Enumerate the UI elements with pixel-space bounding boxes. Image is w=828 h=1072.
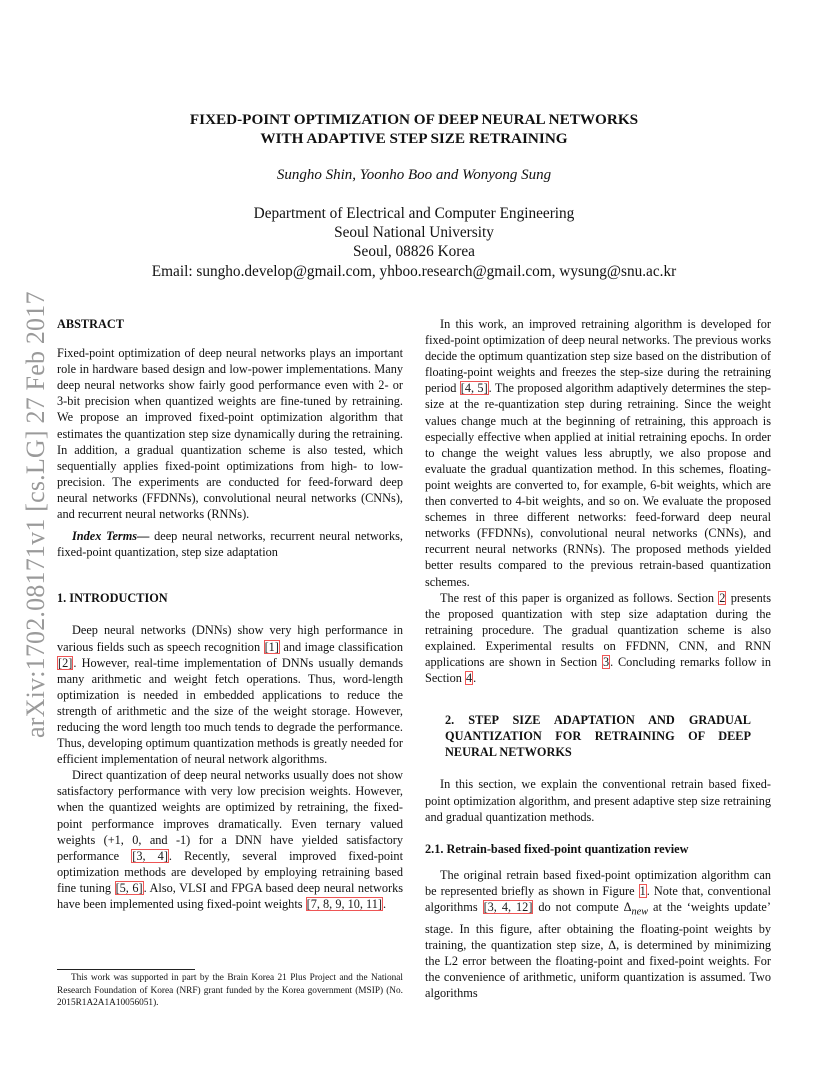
authors: Sungho Shin, Yoonho Boo and Wonyong Sung — [276, 167, 552, 183]
paper-title — [100, 110, 728, 148]
delta-subscript: new — [631, 906, 649, 918]
affiliation-email: Email: sungho.develop@gmail.com, yhboo.research@gmail.com, wysung@snu.ac.kr — [151, 262, 677, 280]
index-terms-label: Index Terms— — [72, 529, 150, 544]
citation-link[interactable]: [3, 4] — [132, 848, 168, 863]
text-run: . Also, VLSI and FPGA based deep neural networks have been implemented using fixed-point weights — [57, 880, 404, 911]
footnote — [57, 972, 403, 1010]
intro-paragraph-1 — [57, 622, 403, 767]
citation-link[interactable]: [3, 4, 12] — [483, 900, 533, 914]
arxiv-stamp: arXiv:1702.08171v1 [cs.LG] 27 Feb 2017 — [21, 291, 50, 738]
text-run: . Concluding remarks follow in Section — [425, 654, 771, 686]
section-2-intro: In this section, we explain the conventional retrain based fixed-point optimization algorithm, and present adaptive step size retraining and gradual quantization methods. — [425, 777, 771, 824]
text-run: In this work, an improved retraining algorithm is developed for fixed-point optimization of deep neural networks. The previous works decide the optimum quantization step size based on the distribution of floating-point weights and freezes the step-size during the retraining period — [425, 317, 771, 396]
subsection-paragraph — [425, 867, 771, 1001]
affiliation-univ: Seoul National University — [334, 224, 494, 242]
section-2-heading: 2. STEP SIZE ADAPTATION AND GRADUAL QUANTIZATION FOR RETRAINING OF DEEP NEURAL NETWORKS — [445, 713, 751, 760]
title-line-2: WITH ADAPTIVE STEP SIZE RETRAINING — [260, 130, 568, 147]
index-terms — [57, 528, 403, 560]
section-link[interactable]: 3 — [602, 654, 610, 669]
intro-heading: 1. INTRODUCTION — [57, 591, 168, 606]
citation-link[interactable]: [1] — [264, 639, 279, 654]
right-paragraph-1 — [425, 316, 771, 590]
text-run: at the ‘weights update’ stage. In this figure, after obtaining the floating-point weights by training, the quantization step size, Δ, is determined by minimizing the L2 error between the floating-point and fixed-point weights. For the convenience of arithmetic, uniform quantization is assumed. Two algorithms — [425, 900, 771, 1000]
footnote-rule — [57, 969, 195, 970]
text-run: . Note that, conventional algorithms — [425, 883, 771, 914]
affiliation-dept: Department of Electrical and Computer Engineering — [253, 205, 575, 222]
title-line-1: FIXED-POINT OPTIMIZATION OF DEEP NEURAL NETWORKS — [189, 111, 639, 128]
affiliation — [60, 204, 768, 281]
footnote-text: This work was supported in part by the Brain Korea 21 Plus Project and the National Research Foundation of Korea (NRF) grant funded by the Korea government (MSIP) (No. 2015R1A2A1A10056051). — [57, 973, 403, 1009]
figure-link[interactable]: 1 — [639, 883, 646, 898]
text-run: do not compute Δ — [533, 900, 632, 914]
text-run: presents the proposed quantization with step size adaptation during the retraining procedure. The gradual quantization scheme is also explained. Experimental results on FFDNN, CNN, and RNN applications are shown in Section — [425, 590, 771, 669]
text-run: Deep neural networks (DNNs) show very high performance in various fields such as speech recognition — [57, 623, 403, 654]
index-terms-text: deep neural networks, recurrent neural networks, fixed-point quantization, step size adaptation — [57, 529, 403, 560]
text-run: . Recently, several improved fixed-point optimization methods are developed by employing retraining based fine tuning — [57, 848, 403, 895]
text-run: Direct quantization of deep neural networks usually does not show satisfactory performance with very low precision weights. However, when the quantized weights are optimized by retraining, the fixed-point performance improves dramatically. Even ternary valued weights (+1, 0, and -1) for a DNN have yielded satisfactory performance — [57, 768, 403, 863]
text-run: . However, real-time implementation of DNNs usually demands many arithmetic and weight fetch operations. Thus, word-length optimization is needed in embedded applications to reduce the strength of arithmetic and the size of the weight storage. However, reducing the word length too much tends to degrade the performance. Thus, developing optimum quantization methods is greatly needed for efficient implementation of neural network algorithms. — [57, 655, 403, 767]
section-link[interactable]: 4 — [465, 671, 473, 686]
citation-link[interactable]: [5, 6] — [115, 880, 143, 895]
citation-link[interactable]: [4, 5] — [460, 381, 488, 396]
text-run: . The proposed algorithm adaptively determines the step-size at the re-quantization step during retraining. Since the weight values change much at the beginning of retraining, this approach is especially effective when applied at initial retraining epochs. In order to change the weight values less abruptly, we also propose and evaluate the gradual quantization method. In this schemes, floating-point weights are converted to, for example, 6-bit weights, which are then converted to 4-bit weights, and so on. We evaluate the proposed schemes in three different networks: feed-forward deep neural networks (FFDNNs), convolutional neural networks (CNNs), and recurrent neural networks (RNNs). The proposed methods yielded better results compared to the previous retrain-based quantization schemes. — [425, 381, 771, 589]
subsection-heading: 2.1. Retrain-based fixed-point quantization review — [425, 841, 689, 856]
text-run: The rest of this paper is organized as follows. Section — [440, 590, 719, 605]
abstract-heading: ABSTRACT — [57, 317, 124, 331]
text-run: The original retrain based fixed-point optimization algorithm can be represented briefly as shown in Figure — [425, 867, 771, 898]
left-column — [57, 316, 403, 912]
right-paragraph-2 — [425, 590, 771, 687]
text-run: and image classification — [279, 639, 403, 654]
text-run: . — [473, 671, 477, 686]
text-run: . — [383, 897, 387, 911]
affiliation-city: Seoul, 08826 Korea — [353, 243, 475, 261]
intro-paragraph-2 — [57, 767, 403, 912]
citation-link[interactable]: [7, 8, 9, 10, 11] — [306, 897, 382, 911]
section-link[interactable]: 2 — [719, 590, 726, 605]
abstract-text: Fixed-point optimization of deep neural networks plays an important role in hardware based design and low-power implementations. Many deep neural networks show fairly good performance even with 2- or 3-bit precision when quantized weights are fine-tuned by retraining. We propose an improved fixed-point optimization algorithm that estimates the quantization step size dynamically during the retraining. In addition, a gradual quantization scheme is also tested, which sequentially applies fixed-point optimizations from high- to low-precision. The experiments are conducted for feed-forward deep neural networks (FFDNNs), convolutional neural networks (CNNs), and recurrent neural networks (RNNs). — [57, 346, 403, 522]
right-column — [425, 316, 771, 1001]
citation-link[interactable]: [2] — [58, 655, 73, 670]
